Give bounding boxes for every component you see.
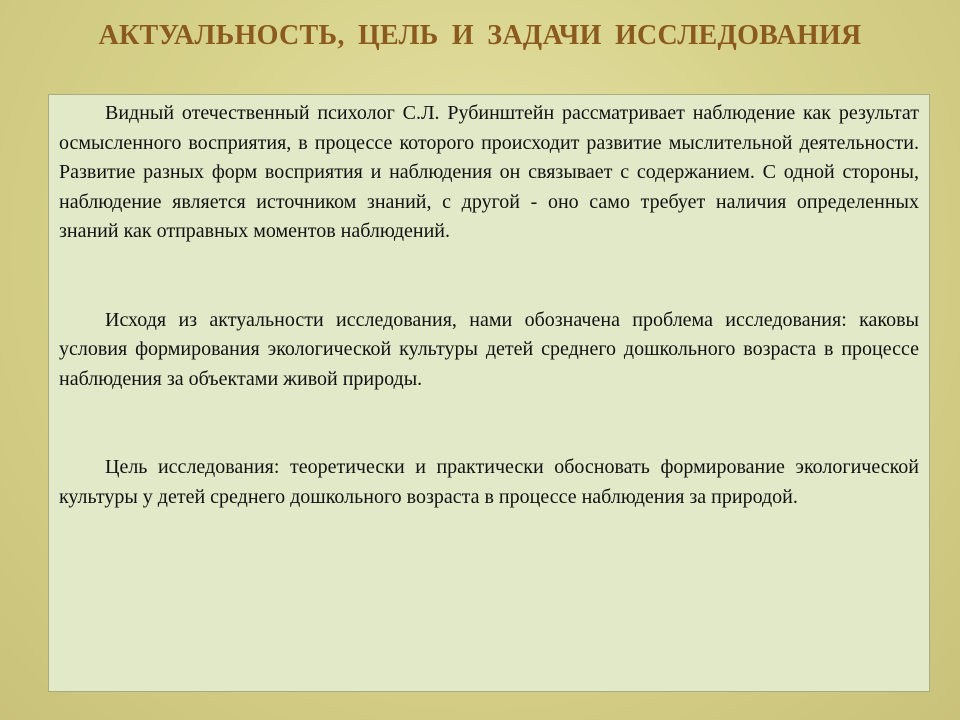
paragraph-research-goal: Цель исследования: теоретически и практически обосновать формирование экологической культуры у детей среднего дошкольного возраста в процессе наблюдения за природой. [59, 456, 919, 508]
paragraph-research-problem: Исходя из актуальности исследования, нами обозначена проблема исследования: каковы условия формирования экологической культуры детей среднего дошкольного возраста в процессе наблюдения за объектами живой природы. [59, 308, 919, 390]
content-box [48, 94, 930, 692]
slide-title: АКТУАЛЬНОСТЬ, ЦЕЛЬ И ЗАДАЧИ ИССЛЕДОВАНИЯ [98, 20, 862, 51]
paragraph-rubinstein: Видный отечественный психолог С.Л. Рубинштейн рассматривает наблюдение как результат осмысленного восприятия, в процессе которого происходит развитие мыслительной деятельности. Развитие разных форм восприятия и наблюдения он связывает с содержанием. С одной стороны, наблюдение является источником знаний, с другой - оно само требует наличия определенных знаний как отправных моментов наблюдений. [59, 102, 919, 242]
